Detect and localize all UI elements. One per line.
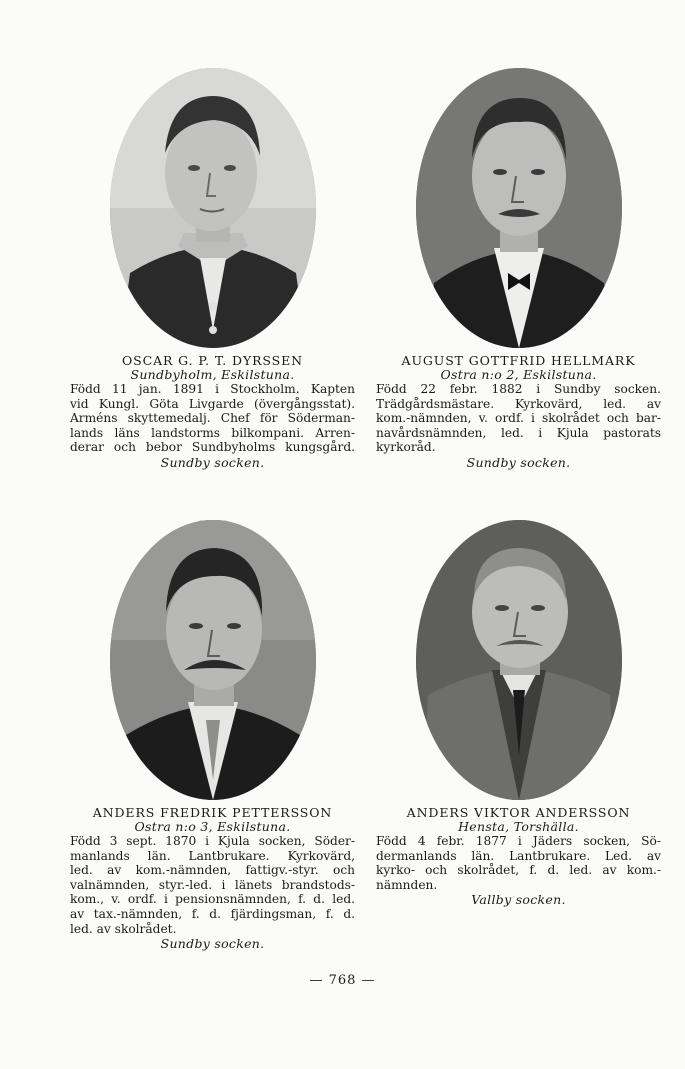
portrait-photo-pettersson (110, 520, 316, 800)
bio-line: kom., v. ordf. i pensionsnämnden, f. d. led. (70, 892, 355, 907)
biography-entry-dyrssen (70, 68, 355, 470)
page-number: — 768 — (309, 973, 376, 988)
parish-label: Vallby socken. (471, 892, 566, 908)
bio-line: Trädgårdsmästare. Kyrkovärd, led. av (376, 396, 661, 411)
person-address: Sundbyholm, Eskilstuna. (130, 367, 295, 382)
person-address: Ostra n:o 3, Eskilstuna. (134, 819, 291, 834)
portrait-photo-hellmark (416, 68, 622, 348)
person-name: ANDERS FREDRIK PETTERSSON (92, 805, 333, 820)
portrait-photo-dyrssen (110, 68, 316, 348)
parish-label: Sundby socken. (160, 936, 265, 952)
bio-line: manlands län. Lantbrukare. Kyrkovärd, (70, 848, 355, 863)
bio-line: lands läns landstorms bilkompani. Arren- (70, 425, 355, 440)
bio-line: nämnden. (376, 877, 438, 892)
bio-line: av tax.-nämnden, f. d. fjärdingsman, f. d. (70, 906, 355, 921)
bio-line: Född 4 febr. 1877 i Jäders socken, Sö- (376, 834, 661, 848)
person-biography (70, 834, 355, 936)
biography-entry-pettersson (70, 520, 355, 951)
parish-label: Sundby socken. (466, 454, 571, 470)
bio-line: Född 3 sept. 1870 i Kjula socken, Söder- (70, 834, 355, 848)
person-name: ANDERS VIKTOR ANDERSSON (406, 805, 631, 820)
person-biography (376, 382, 661, 455)
person-biography (376, 834, 661, 892)
biography-entry-andersson (376, 520, 661, 907)
bio-line: led. av kom.-nämnden, fattigv.-styr. och (70, 863, 355, 878)
parish-label: Sundby socken. (160, 454, 265, 470)
person-address: Hensta, Torshälla. (458, 819, 579, 834)
person-address: Ostra n:o 2, Eskilstuna. (440, 367, 597, 382)
bio-line: valnämnden, styr.-led. i länets brandstods- (70, 877, 355, 892)
bio-line: Född 22 febr. 1882 i Sundby socken. (376, 382, 661, 396)
bio-line: Arméns skyttemedalj. Chef för Söderman- (70, 411, 355, 426)
bio-line: kyrko- och skolrådet, f. d. led. av kom.- (376, 863, 661, 878)
bio-line: led. av skolrådet. (70, 921, 177, 936)
bio-line: navårdsnämnden, led. i Kjula pastorats (376, 425, 661, 440)
bio-line: Född 11 jan. 1891 i Stockholm. Kapten (70, 382, 355, 396)
person-name: AUGUST GOTTFRID HELLMARK (401, 353, 636, 368)
biography-entry-hellmark (376, 68, 661, 470)
bio-line: vid Kungl. Göta Livgarde (övergångsstat). (70, 396, 355, 411)
person-biography (70, 382, 355, 455)
bio-line: dermanlands län. Lantbrukare. Led. av (376, 848, 661, 863)
bio-line: kom.-nämnden, v. ordf. i skolrådet och bar- (376, 411, 661, 426)
person-name: OSCAR G. P. T. DYRSSEN (122, 353, 303, 368)
bio-line: derar och bebor Sundbyholms kungsgård. (70, 440, 355, 455)
portrait-photo-andersson (416, 520, 622, 800)
bio-line: kyrkoråd. (376, 440, 436, 455)
